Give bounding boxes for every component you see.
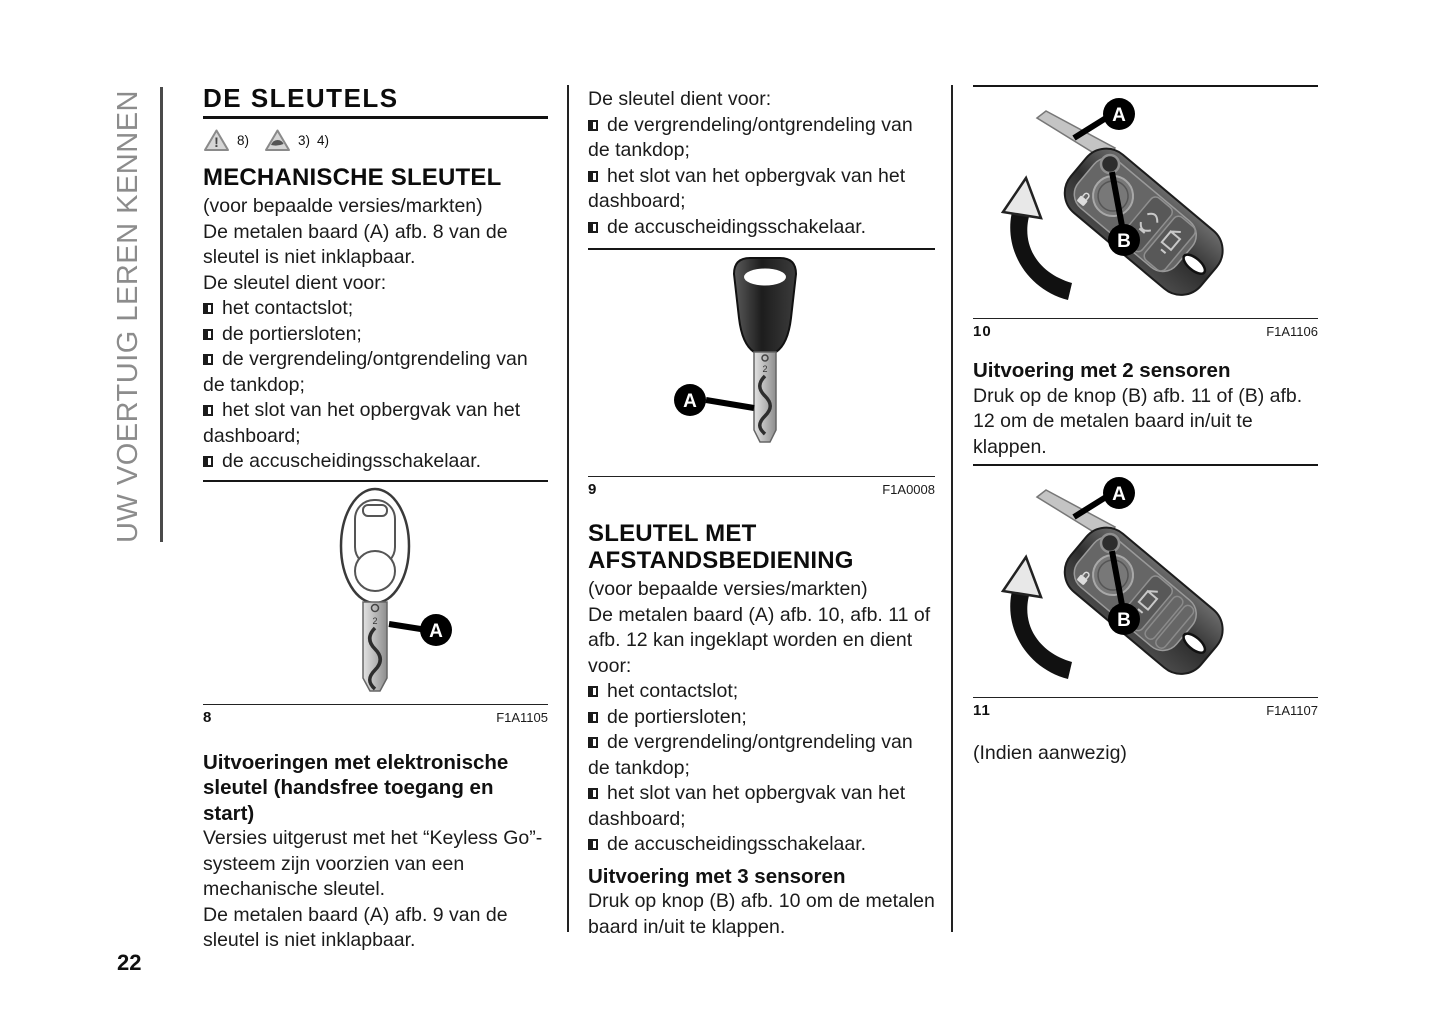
list-item	[203, 449, 548, 475]
section-heading: SLEUTEL MET AFSTANDSBEDIENING	[588, 520, 854, 574]
column-divider	[951, 85, 953, 932]
flip-key-2-sensors-illustration	[973, 469, 1318, 697]
section-heading: MECHANISCHE SLEUTEL	[203, 164, 502, 191]
paragraph: Druk op knop (B) afb. 10 om de metalen baard in/uit te klappen.	[588, 890, 935, 938]
callout-a-letter: A	[683, 391, 697, 412]
figure-8-caption	[203, 704, 548, 726]
bullet-text: het slot van het opbergvak van het dashboard;	[588, 782, 906, 830]
figure-8-mechanical-key	[203, 482, 548, 704]
blade-mark: 2	[762, 364, 768, 374]
square-bullet-icon	[203, 354, 213, 365]
square-bullet-icon	[203, 456, 213, 467]
square-bullet-icon	[588, 120, 598, 131]
subsection-heading: Uitvoering met 3 sensoren	[588, 864, 846, 888]
release-button	[1101, 534, 1119, 552]
svg-text:!: !	[214, 134, 219, 150]
column-2	[588, 87, 935, 940]
bullet-text: de vergrendeling/ontgrendeling van de tankdop;	[588, 731, 913, 779]
square-bullet-icon	[203, 405, 213, 416]
figure-10-caption	[973, 318, 1318, 340]
column-3	[973, 85, 1318, 767]
list-item	[588, 730, 935, 781]
square-bullet-icon	[588, 171, 598, 182]
figure-top-rule	[973, 85, 1318, 87]
list-item	[588, 705, 935, 731]
list-item	[203, 347, 548, 398]
warning-ref: 3)	[298, 133, 311, 148]
electronic-key-illustration	[588, 250, 935, 476]
bullet-text: de accuscheidingsschakelaar.	[222, 450, 482, 472]
list-item	[588, 781, 935, 832]
bullet-text: de vergrendeling/ontgrendeling van de tankdop;	[588, 113, 913, 161]
callout-a-letter: A	[1112, 105, 1126, 126]
figure-11-flip-key	[973, 469, 1318, 697]
figure-number: 11	[973, 702, 991, 719]
car-warning-triangle-icon	[264, 128, 291, 153]
bullet-text: de accuscheidingsschakelaar.	[607, 833, 867, 855]
figure-code: F1A1106	[1266, 324, 1318, 339]
paragraph: (voor bepaalde versies/markten)	[588, 578, 868, 600]
list-item	[588, 164, 935, 215]
bullet-text: de portiersloten;	[607, 705, 747, 728]
figure-code: F1A1107	[1266, 703, 1318, 718]
key-body	[1054, 517, 1233, 684]
blade-mark: 2	[372, 615, 378, 626]
paragraph: (voor bepaalde versies/markten)	[203, 195, 483, 217]
key-head	[341, 489, 409, 603]
list-item	[203, 398, 548, 449]
flip-key-3-sensors-illustration	[973, 90, 1318, 318]
list-item	[588, 679, 935, 705]
figure-code: F1A0008	[882, 482, 935, 497]
list-item	[588, 113, 935, 164]
warning-references	[203, 127, 548, 154]
bullet-text: het contactslot;	[222, 297, 354, 319]
paragraph: De sleutel dient voor:	[588, 88, 772, 110]
square-bullet-icon	[588, 712, 598, 723]
square-bullet-icon	[203, 329, 213, 340]
release-button	[1101, 155, 1119, 173]
list-item	[588, 832, 935, 858]
page-number: 22	[117, 950, 142, 975]
column-1	[203, 85, 548, 954]
figure-9-caption	[588, 476, 935, 498]
figure-9-key-electronic	[588, 250, 935, 476]
figure-11-caption	[973, 697, 1318, 719]
figure-number: 8	[203, 708, 213, 726]
list-item	[203, 322, 548, 348]
callout-b-letter: B	[1117, 231, 1131, 252]
paragraph: De metalen baard (A) afb. 8 van de sleutel is niet inklapbaar.	[203, 220, 508, 268]
availability-note: (Indien aanwezig)	[973, 742, 1127, 764]
figure-code: F1A1105	[496, 709, 548, 725]
list-item	[203, 296, 548, 322]
paragraph: De metalen baard (A) afb. 9 van de sleutel is niet inklapbaar.	[203, 903, 508, 951]
key-blade	[754, 352, 776, 442]
bullet-text: het slot van het opbergvak van het dashboard;	[588, 164, 906, 212]
figure-number: 9	[588, 481, 598, 498]
mechanical-key-illustration	[203, 482, 548, 704]
sidebar-rule	[160, 87, 163, 542]
square-bullet-icon	[588, 788, 598, 799]
curved-arrow	[1003, 557, 1072, 679]
callout-b-letter: B	[1117, 610, 1131, 631]
chapter-vertical-label: UW VOERTUIG LEREN KENNEN	[112, 90, 144, 543]
bullet-text: het slot van het opbergvak van het dashboard;	[203, 399, 521, 447]
callout-a	[1074, 477, 1135, 517]
warning-ref: 8)	[237, 133, 250, 148]
square-bullet-icon	[588, 686, 598, 697]
warning-triangle-icon	[203, 128, 230, 153]
callout-a	[389, 614, 452, 646]
paragraph: De metalen baard (A) afb. 10, afb. 11 of afb. 12 kan ingeklapt worden en dient voor:	[588, 603, 931, 677]
list-item	[588, 215, 935, 241]
square-bullet-icon	[588, 839, 598, 850]
bullet-text: de vergrendeling/ontgrendeling van de tankdop;	[203, 348, 528, 396]
column-divider	[567, 85, 569, 932]
figure-10-flip-key	[973, 90, 1318, 318]
subsection-heading: Uitvoeringen met elektronische sleutel (handsfree toegang en start)	[203, 750, 509, 825]
bullet-text: de accuscheidingsschakelaar.	[607, 215, 867, 238]
page-title: DE SLEUTELS	[203, 85, 548, 119]
bullet-text: de portiersloten;	[222, 322, 362, 345]
callout-a	[674, 384, 754, 416]
figure-top-rule	[973, 464, 1318, 466]
key-head	[734, 258, 796, 352]
bullet-text: het contactslot;	[607, 680, 739, 702]
paragraph: De sleutel dient voor:	[203, 271, 387, 294]
square-bullet-icon	[588, 222, 598, 233]
callout-a-letter: A	[429, 620, 443, 642]
key-body	[1054, 138, 1233, 305]
callout-a-letter: A	[1112, 484, 1126, 505]
paragraph: Druk op de knop (B) afb. 11 of (B) afb. 12 om de metalen baard in/uit te klappen.	[973, 384, 1303, 458]
square-bullet-icon	[203, 303, 213, 314]
callout-a	[1074, 98, 1135, 138]
warning-ref: 4)	[317, 133, 330, 148]
paragraph: Versies uitgerust met het “Keyless Go”-systeem zijn voorzien van een mechanische sleutel.	[203, 827, 543, 900]
curved-arrow	[1003, 178, 1072, 300]
subsection-heading: Uitvoering met 2 sensoren	[973, 359, 1231, 382]
square-bullet-icon	[588, 737, 598, 748]
key-blade	[363, 602, 387, 691]
figure-number: 10	[973, 323, 992, 340]
